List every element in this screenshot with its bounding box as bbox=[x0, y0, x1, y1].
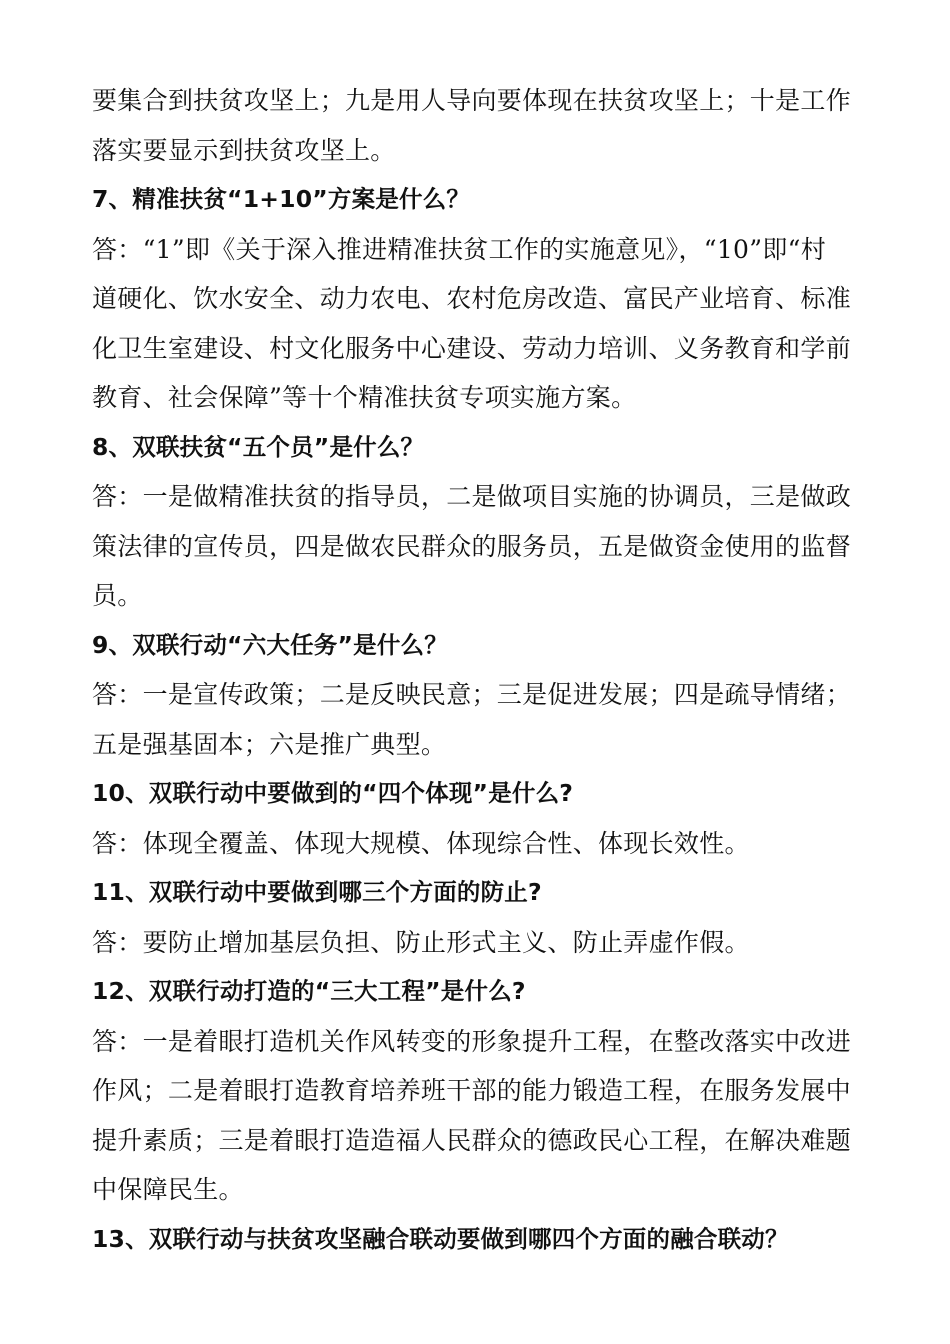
question-heading: 11、双联行动中要做到哪三个方面的防止? bbox=[92, 878, 542, 906]
answer-line: 五是强基固本；六是推广典型。 bbox=[92, 729, 447, 759]
question-heading: 10、双联行动中要做到的“四个体现”是什么? bbox=[92, 779, 574, 807]
answer-line: 作风；二是着眼打造教育培养班干部的能力锻造工程，在服务发展中 bbox=[92, 1076, 852, 1105]
question-heading: 9、双联行动“六大任务”是什么？ bbox=[92, 630, 448, 659]
paragraph-line: 落实要显示到扶贫攻坚上。 bbox=[92, 135, 396, 165]
answer-line: 员。 bbox=[92, 581, 143, 610]
paragraph-line: 要集合到扶贫攻坚上；九是用人导向要体现在扶贫攻坚上；十是工作 bbox=[92, 86, 852, 115]
question-heading: 12、双联行动打造的“三大工程”是什么? bbox=[92, 977, 526, 1005]
answer-line: 答：一是做精准扶贫的指导员，二是做项目实施的协调员，三是做政 bbox=[92, 482, 852, 511]
question-heading: 13、双联行动与扶贫攻坚融合联动要做到哪四个方面的融合联动？ bbox=[92, 1224, 789, 1253]
document-page bbox=[92, 76, 862, 1264]
answer-line: 答：一是宣传政策；二是反映民意；三是促进发展；四是疏导情绪； bbox=[92, 680, 852, 709]
question-heading: 7、精准扶贫“1+10”方案是什么？ bbox=[92, 185, 471, 213]
answer-line: 策法律的宣传员，四是做农民群众的服务员，五是做资金使用的监督 bbox=[92, 531, 852, 561]
answer-line: 中保障民生。 bbox=[92, 1175, 244, 1204]
answer-line: 道硬化、饮水安全、动力农电、农村危房改造、富民产业培育、标准 bbox=[92, 284, 852, 313]
answer-line: 提升素质；三是着眼打造造福人民群众的德政民心工程，在解决难题 bbox=[92, 1125, 852, 1155]
question-heading: 8、双联扶贫“五个员”是什么？ bbox=[92, 432, 425, 461]
answer-line: 答：体现全覆盖、体现大规模、体现综合性、体现长效性。 bbox=[92, 828, 750, 858]
answer-line: 答：“1”即《关于深入推进精准扶贫工作的实施意见》，“10”即“村 bbox=[92, 234, 827, 264]
answer-line: 教育、社会保障”等十个精准扶贫专项实施方案。 bbox=[92, 383, 637, 412]
answer-line: 答：要防止增加基层负担、防止形式主义、防止弄虚作假。 bbox=[92, 927, 750, 957]
answer-line: 答：一是着眼打造机关作风转变的形象提升工程，在整改落实中改进 bbox=[92, 1026, 852, 1056]
answer-line: 化卫生室建设、村文化服务中心建设、劳动力培训、义务教育和学前 bbox=[92, 333, 852, 363]
